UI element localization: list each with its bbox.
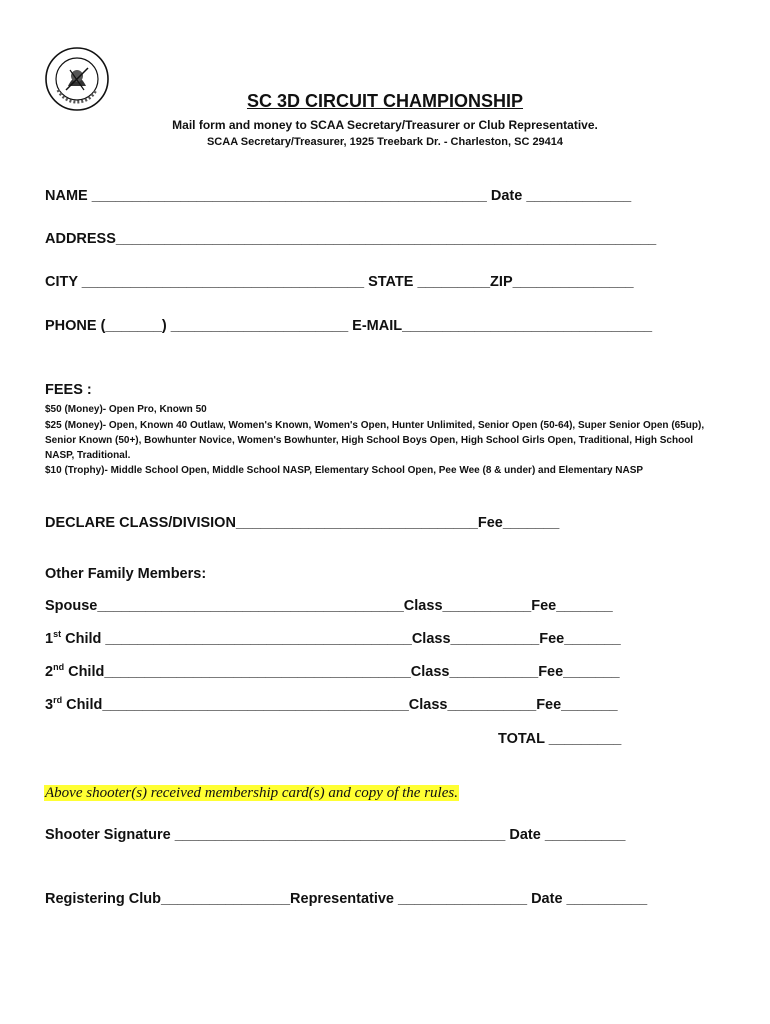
page-title: SC 3D CIRCUIT CHAMPIONSHIP [246, 91, 524, 111]
total-field[interactable]: TOTAL _________ [498, 731, 622, 747]
declare-class-field[interactable]: DECLARE CLASS/DIVISION______________________________Fee_______ [45, 515, 560, 531]
fees-line-25: $25 (Money)- Open, Known 40 Outlaw, Women's Known, Women's Open, Hunter Unlimited, Senior Open (50-64), Super Senior Open (65up), Senior Known (50+), Bowhunter Novice, Women's Bowhunter, High School Boys Open, High School Girls Open, Traditional, High School NASP, Traditional. [45, 420, 705, 461]
name-date-field[interactable]: NAME _________________________________________________ Date _____________ [45, 188, 632, 204]
child2-field[interactable] [45, 664, 620, 680]
notice-highlight: Above shooter(s) received membership card(s) and copy of the rules. [45, 785, 458, 801]
child3-number: 3 [45, 697, 54, 713]
child3-line: Child______________________________________Class___________Fee_______ [62, 697, 618, 713]
child1-field[interactable] [45, 631, 621, 647]
mail-instructions: Mail form and money to SCAA Secretary/Treasurer or Club Representative. [172, 118, 598, 132]
child2-line: Child______________________________________Class___________Fee_______ [64, 664, 620, 680]
child2-number: 2 [45, 664, 54, 680]
city-state-zip-field[interactable]: CITY ___________________________________ STATE _________ZIP_______________ [45, 274, 634, 290]
phone-email-field[interactable]: PHONE (_______) ______________________ E-MAIL_______________________________ [45, 318, 653, 334]
child3-field[interactable] [45, 697, 618, 713]
child2-ordinal: nd [53, 662, 65, 673]
family-heading: Other Family Members: [45, 566, 207, 582]
child1-ordinal: st [53, 629, 62, 640]
fees-line-10: $10 (Trophy)- Middle School Open, Middle School NASP, Elementary School Open, Pee Wee (8 & under) and Elementary NASP [45, 465, 644, 476]
fees-line-50: $50 (Money)- Open Pro, Known 50 [45, 404, 207, 415]
fees-heading: FEES : [45, 382, 92, 398]
child3-ordinal: rd [53, 695, 63, 706]
child1-number: 1 [45, 631, 54, 647]
membership-notice [44, 784, 459, 802]
registering-club-field[interactable]: Registering Club________________Representative ________________ Date __________ [45, 891, 648, 907]
mail-address: SCAA Secretary/Treasurer, 1925 Treebark Dr. - Charleston, SC 29414 [206, 136, 564, 148]
shooter-signature-field[interactable]: Shooter Signature _________________________________________ Date __________ [45, 827, 626, 843]
child1-line: Child ______________________________________Class___________Fee_______ [61, 631, 621, 647]
address-field[interactable]: ADDRESS___________________________________________________________________ [45, 231, 657, 247]
spouse-field[interactable]: Spouse______________________________________Class___________Fee_______ [45, 598, 613, 614]
